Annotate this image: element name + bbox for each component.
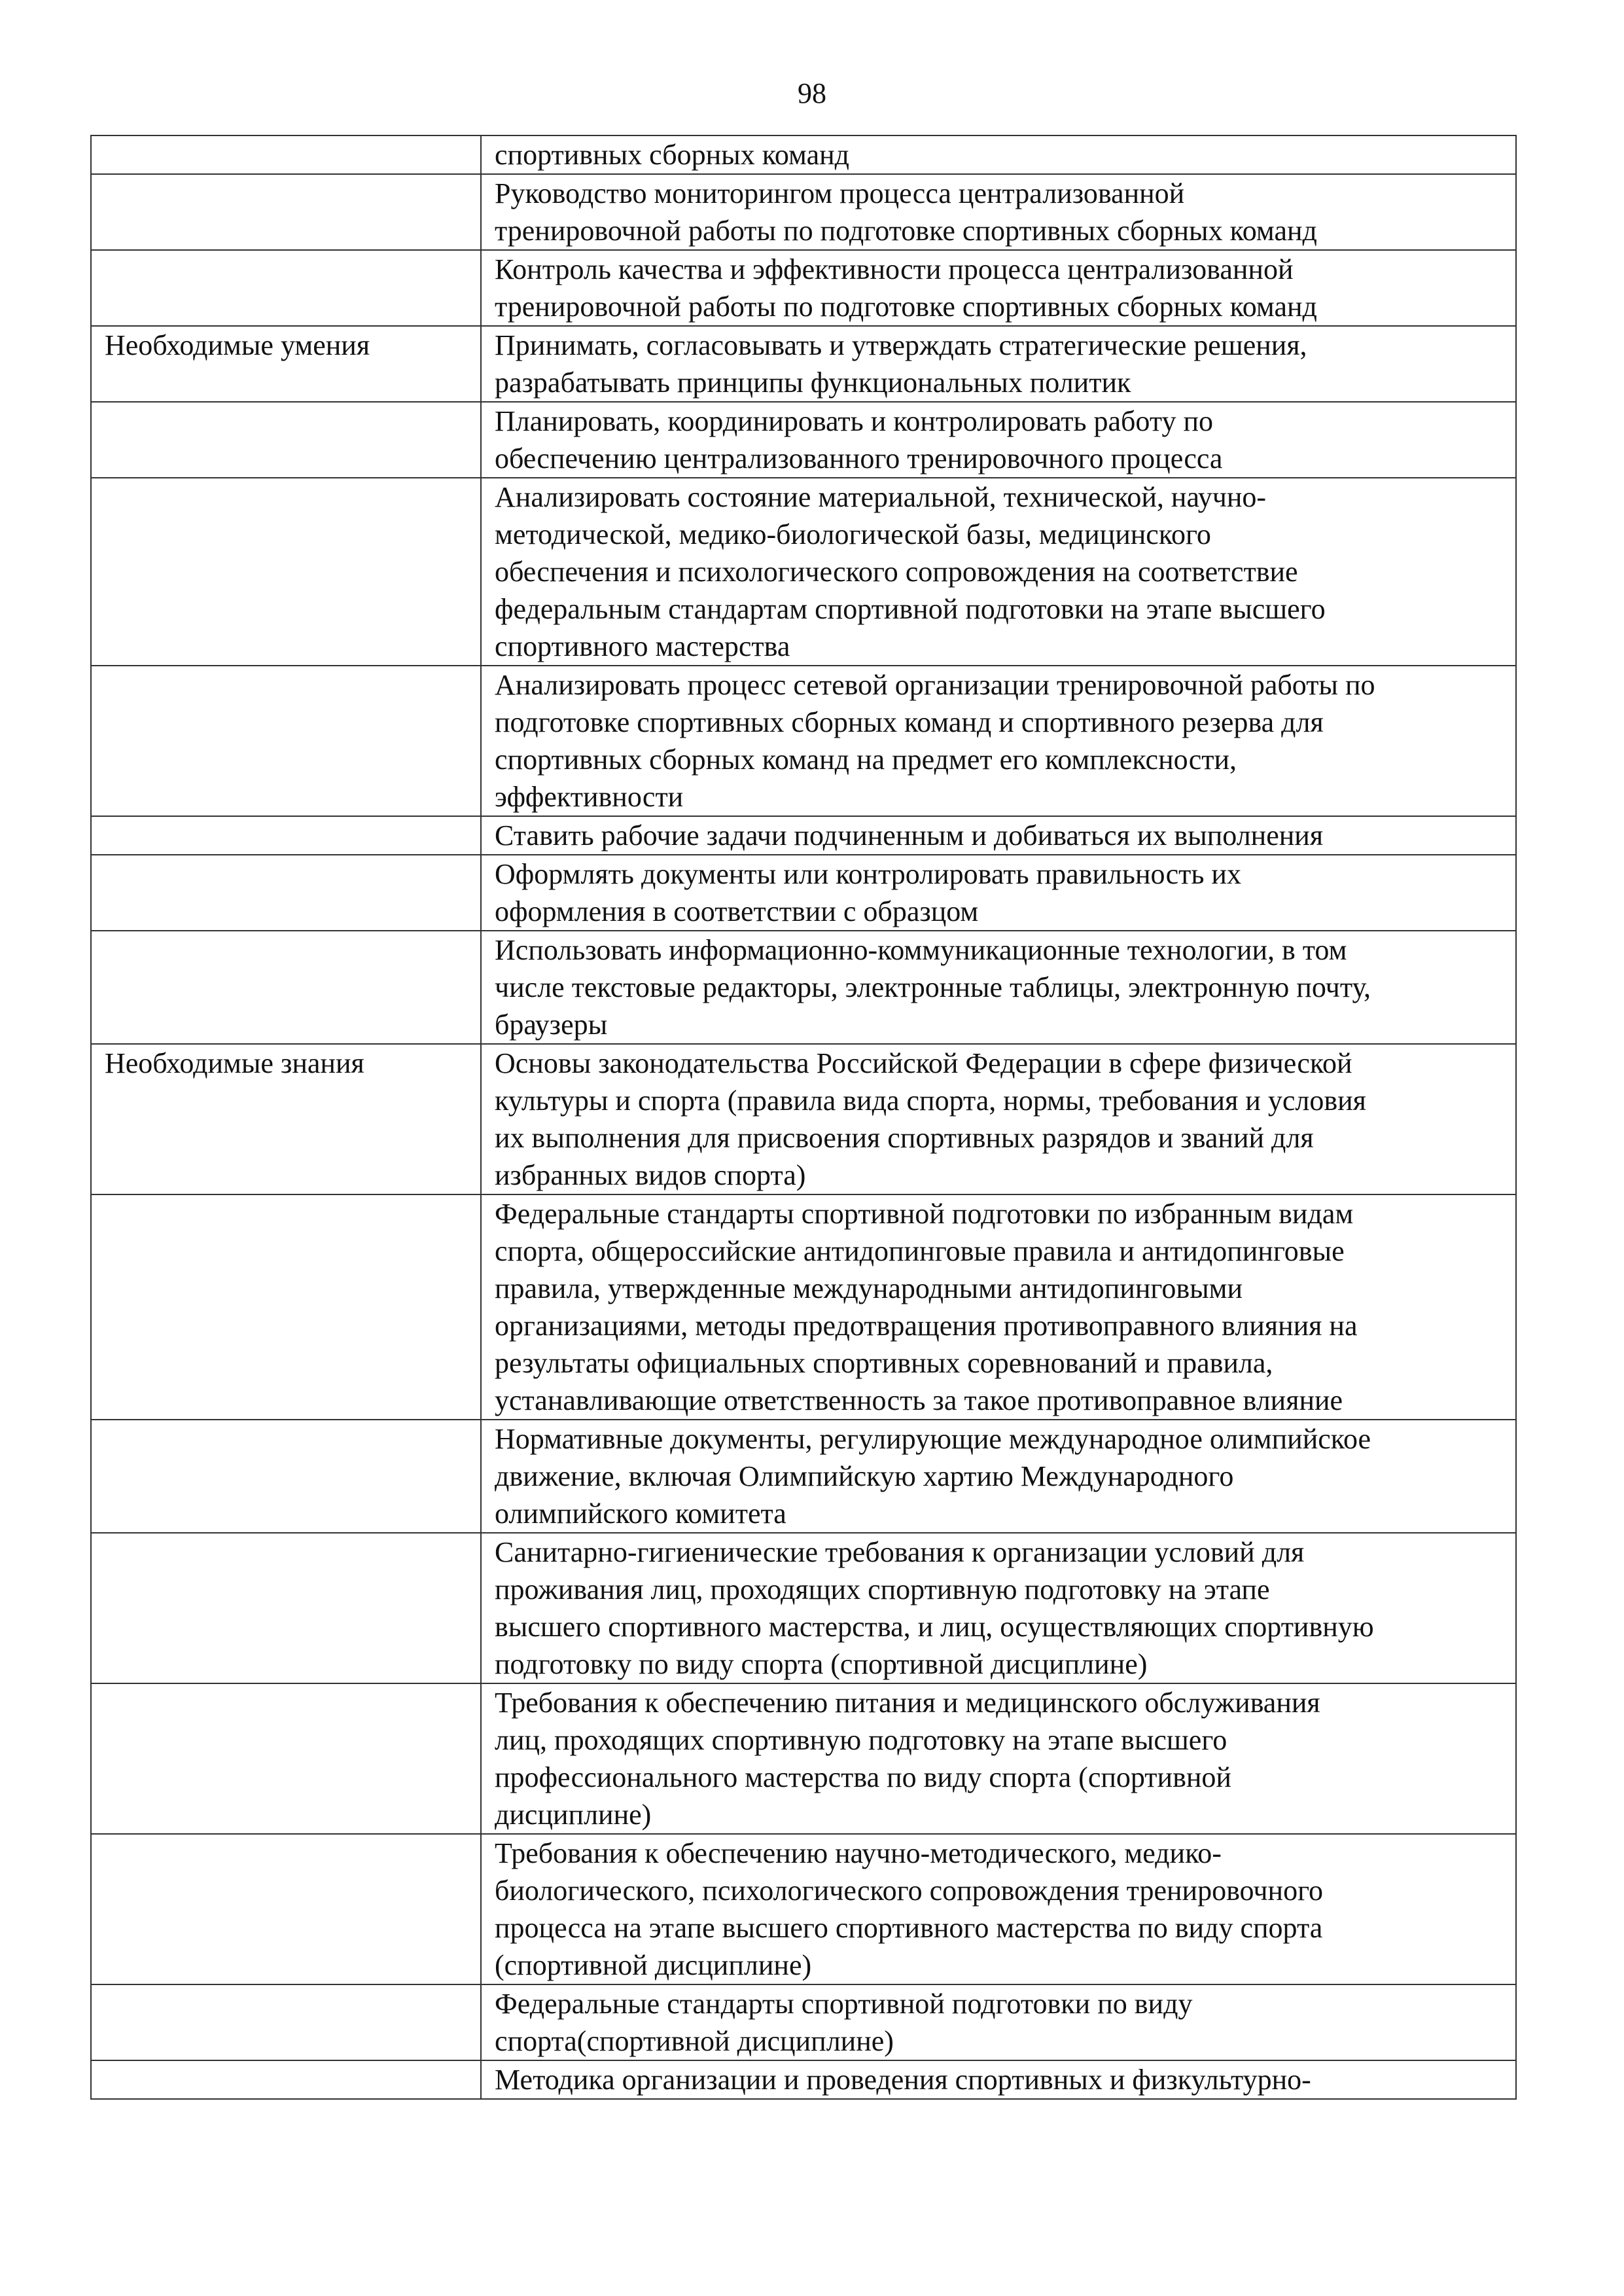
requirement-line: Контроль качества и эффективности процесса централизованной [495,253,1294,285]
requirement-cell [481,1420,1516,1533]
requirement-line: Использовать информационно-коммуникационные технологии, в том [495,934,1347,966]
table-row [91,1533,1516,1683]
table-row [91,174,1516,250]
section-label-cell [91,1533,481,1683]
qualification-table-body [91,135,1516,2099]
requirement-cell [481,1834,1516,1984]
requirement-line: Нормативные документы, регулирующие международное олимпийское [495,1423,1371,1455]
requirement-line: Ставить рабочие задачи подчиненным и добиваться их выполнения [495,819,1324,852]
table-row [91,478,1516,666]
requirement-line: разрабатывать принципы функциональных политик [495,367,1131,399]
requirement-cell [481,402,1516,478]
requirement-line: организациями, методы предотвращения противоправного влияния на [495,1310,1358,1342]
requirement-line: проживания лиц, проходящих спортивную подготовку на этапе [495,1573,1270,1605]
section-label-cell [91,135,481,174]
requirement-line: (спортивной дисциплине) [495,1949,812,1981]
requirement-line: профессионального мастерства по виду спорта (спортивной [495,1761,1231,1793]
requirement-cell [481,816,1516,855]
requirement-line: правила, утвержденные международными антидопинговыми [495,1272,1243,1304]
section-label-cell [91,931,481,1044]
requirement-line: спорта, общероссийские антидопинговые правила и антидопинговые [495,1235,1345,1267]
section-label-cell [91,2060,481,2099]
section-label-cell [91,174,481,250]
requirement-line: Планировать, координировать и контролировать работу по [495,405,1214,437]
requirement-line: оформления в соответствии с образцом [495,895,979,927]
section-label-cell [91,250,481,326]
section-label-cell [91,816,481,855]
table-row [91,2060,1516,2099]
qualification-table [90,135,1517,2100]
requirement-line: результаты официальных спортивных соревнований и правила, [495,1347,1273,1379]
requirement-line: процесса на этапе высшего спортивного мастерства по виду спорта [495,1912,1323,1944]
requirement-line: Федеральные стандарты спортивной подготовки по избранным видам [495,1198,1354,1230]
section-label-cell [91,1683,481,1834]
requirement-line: числе текстовые редакторы, электронные таблицы, электронную почту, [495,971,1371,1003]
requirement-line: устанавливающие ответственность за такое противоправное влияние [495,1384,1343,1416]
table-row [91,931,1516,1044]
requirement-line: Анализировать процесс сетевой организации тренировочной работы по [495,669,1375,701]
requirement-line: Федеральные стандарты спортивной подготовки по виду [495,1988,1193,2020]
table-row [91,1044,1516,1194]
requirement-cell [481,855,1516,931]
requirement-cell [481,666,1516,816]
table-row [91,1194,1516,1420]
requirement-line: Требования к обеспечению научно-методического, медико- [495,1837,1222,1869]
requirement-line: подготовке спортивных сборных команд и спортивного резерва для [495,706,1324,738]
table-row [91,326,1516,402]
section-label-cell [91,1420,481,1533]
requirement-cell [481,1194,1516,1420]
requirement-line: движение, включая Олимпийскую хартию Международного [495,1460,1234,1492]
requirement-line: тренировочной работы по подготовке спортивных сборных команд [495,215,1317,247]
requirement-line: избранных видов спорта) [495,1159,806,1191]
table-row [91,1834,1516,1984]
requirement-line: Требования к обеспечению питания и медицинского обслуживания [495,1687,1320,1719]
requirement-line: Основы законодательства Российской Федерации в сфере физической [495,1047,1352,1079]
requirement-line: эффективности [495,781,684,813]
requirement-line: тренировочной работы по подготовке спортивных сборных команд [495,291,1317,323]
table-row [91,816,1516,855]
section-label-cell [91,326,481,402]
requirement-cell [481,1683,1516,1834]
requirement-line: Методика организации и проведения спортивных и физкультурно- [495,2064,1311,2096]
table-row [91,402,1516,478]
requirement-line: методической, медико-биологической базы, медицинского [495,518,1211,550]
section-label-cell [91,666,481,816]
requirement-line: обеспечения и психологического сопровождения на соответствие [495,556,1298,588]
requirement-cell [481,931,1516,1044]
requirement-cell [481,1533,1516,1683]
requirement-cell [481,478,1516,666]
section-label-cell [91,402,481,478]
table-row [91,135,1516,174]
requirement-line: подготовку по виду спорта (спортивной дисциплине) [495,1648,1148,1680]
requirement-line: спорта(спортивной дисциплине) [495,2025,894,2057]
section-label-cell [91,855,481,931]
section-label-cell [91,478,481,666]
requirement-cell [481,326,1516,402]
requirement-line: лиц, проходящих спортивную подготовку на этапе высшего [495,1724,1227,1756]
requirement-line: Принимать, согласовывать и утверждать стратегические решения, [495,329,1307,361]
requirement-line: обеспечению централизованного тренировочного процесса [495,442,1223,475]
section-label: Необходимые умения [105,329,370,361]
requirement-line: высшего спортивного мастерства, и лиц, осуществляющих спортивную [495,1611,1374,1643]
requirement-line: культуры и спорта (правила вида спорта, нормы, требования и условия [495,1085,1366,1117]
requirement-line: спортивных сборных команд на предмет его комплексности, [495,744,1237,776]
table-row [91,250,1516,326]
requirement-line: Санитарно-гигиенические требования к организации условий для [495,1536,1305,1568]
requirement-line: спортивного мастерства [495,630,790,662]
requirement-cell [481,250,1516,326]
table-row [91,1984,1516,2060]
requirement-line: дисциплине) [495,1799,652,1831]
table-row [91,666,1516,816]
requirement-line: Руководство мониторингом процесса централизованной [495,177,1185,209]
requirement-cell [481,174,1516,250]
requirement-line: Анализировать состояние материальной, технической, научно- [495,481,1267,513]
requirement-line: биологического, психологического сопровождения тренировочного [495,1874,1324,1907]
section-label-cell [91,1194,481,1420]
table-row [91,1683,1516,1834]
requirement-cell [481,1984,1516,2060]
section-label-cell [91,1044,481,1194]
requirement-line: спортивных сборных команд [495,139,850,171]
section-label: Необходимые знания [105,1047,364,1079]
requirement-line: олимпийского комитета [495,1498,786,1530]
section-label-cell [91,1834,481,1984]
requirement-line: Оформлять документы или контролировать правильность их [495,858,1241,890]
requirement-cell [481,1044,1516,1194]
requirement-line: их выполнения для присвоения спортивных разрядов и званий для [495,1122,1314,1154]
table-row [91,1420,1516,1533]
page-number: 98 [798,77,826,109]
requirement-cell [481,135,1516,174]
requirement-line: федеральным стандартам спортивной подготовки на этапе высшего [495,593,1326,625]
section-label-cell [91,1984,481,2060]
requirement-cell [481,2060,1516,2099]
requirement-line: браузеры [495,1009,608,1041]
table-row [91,855,1516,931]
